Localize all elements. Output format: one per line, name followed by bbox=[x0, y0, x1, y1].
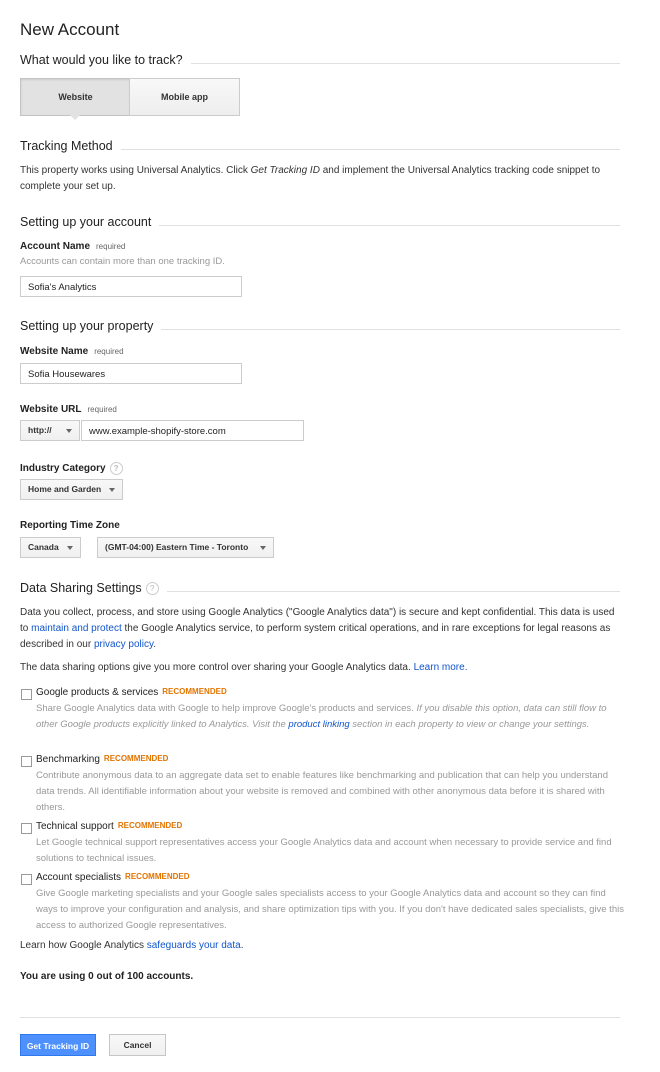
required-tag: required bbox=[96, 242, 126, 251]
cancel-button[interactable]: Cancel bbox=[109, 1034, 166, 1056]
data-sharing-options-intro: The data sharing options give you more control over sharing your Google Analytics data. Learn more. bbox=[20, 662, 468, 673]
google-products-title: Google products & services $^{RECOMMENDED}$ bbox=[36, 687, 227, 698]
accounts-usage-text: You are using 0 out of 100 accounts. bbox=[20, 971, 194, 982]
learn-more-link[interactable]: Learn more. bbox=[413, 662, 468, 673]
technical-support-title: Technical support $^{RECOMMENDED}$ bbox=[36, 821, 183, 832]
website-name-label: Website Name required bbox=[20, 346, 124, 357]
protocol-select[interactable]: http:// bbox=[20, 420, 80, 441]
benchmarking-checkbox[interactable] bbox=[21, 756, 32, 767]
maintain-and-protect-link[interactable]: maintain and protect bbox=[31, 623, 122, 634]
website-option-button[interactable]: Website bbox=[20, 78, 131, 116]
reporting-time-zone-label: Reporting Time Zone bbox=[20, 520, 120, 531]
website-url-input[interactable]: www.example-shopify-store.com bbox=[81, 420, 304, 441]
time-zone-select[interactable]: (GMT-04:00) Eastern Time - Toronto bbox=[97, 537, 274, 558]
google-products-checkbox[interactable] bbox=[21, 689, 32, 700]
account-specialists-title: Account specialists $^{RECOMMENDED}$ bbox=[36, 872, 190, 883]
help-icon[interactable]: ? bbox=[146, 582, 159, 595]
safeguards-link[interactable]: safeguards your data bbox=[146, 940, 241, 951]
property-section-header bbox=[20, 319, 620, 339]
benchmarking-description: Contribute anonymous data to an aggregate data set to enable features like benchmarking and publication that can help you understand data trends. All identifiable information about your website is removed and combined with other anonymous data before it is shared with others. bbox=[36, 770, 608, 813]
data-sharing-description: Data you collect, process, and store using Google Analytics ("Google Analytics data") is secure and kept confidential. This data is used to maintain and protect the Google Analytics service, to perform system critical operations, and in rare exceptions for legal reasons as described in our privacy policy. bbox=[20, 607, 615, 650]
safeguards-text: Learn how Google Analytics safeguards your data. bbox=[20, 940, 244, 951]
help-icon[interactable]: ? bbox=[110, 462, 123, 475]
page-title: New Account bbox=[20, 20, 120, 39]
account-specialists-checkbox[interactable] bbox=[21, 874, 32, 885]
tracking-method-header bbox=[20, 139, 620, 159]
account-section-title: Setting up your account bbox=[20, 215, 159, 229]
get-tracking-id-button[interactable]: Get Tracking ID bbox=[20, 1034, 96, 1056]
privacy-policy-link[interactable]: privacy policy bbox=[93, 639, 154, 650]
track-section-title: What would you like to track? bbox=[20, 53, 191, 67]
country-select[interactable]: Canada bbox=[20, 537, 81, 558]
data-sharing-title: Data Sharing Settings ? bbox=[20, 581, 167, 595]
account-section-header bbox=[20, 215, 620, 235]
website-url-label: Website URL required bbox=[20, 404, 117, 415]
recommended-badge: RECOMMENDED bbox=[162, 687, 227, 696]
industry-category-label: Industry Category ? bbox=[20, 462, 123, 475]
chevron-down-icon bbox=[260, 546, 266, 550]
footer-divider bbox=[20, 1017, 620, 1018]
selected-caret-icon bbox=[69, 114, 81, 120]
product-linking-link[interactable]: product linking bbox=[288, 719, 350, 730]
tracking-method-title: Tracking Method bbox=[20, 139, 121, 153]
tracking-method-description: This property works using Universal Analytics. Click Get Tracking ID and implement the Universal Analytics tracking code snippet to complete your set up. bbox=[20, 165, 601, 192]
track-section-header bbox=[20, 53, 620, 73]
chevron-down-icon bbox=[67, 546, 73, 550]
account-name-input[interactable]: Sofia's Analytics bbox=[20, 276, 242, 297]
google-products-description: Share Google Analytics data with Google to help improve Google's products and services. If you disable this option, data can still flow to other Google products explicitly linked to Analytics. Visit the product linking section in each property to view or change your settings. bbox=[36, 703, 607, 730]
benchmarking-title: Benchmarking $^{RECOMMENDED}$ bbox=[36, 754, 169, 765]
account-name-hint: Accounts can contain more than one tracking ID. bbox=[20, 256, 225, 267]
data-sharing-header bbox=[20, 581, 620, 601]
mobile-app-option-button[interactable]: Mobile app bbox=[129, 78, 240, 116]
technical-support-description: Let Google technical support representatives access your Google Analytics data and account when necessary to provide service and find solutions to technical issues. bbox=[36, 837, 612, 864]
chevron-down-icon bbox=[66, 429, 72, 433]
property-section-title: Setting up your property bbox=[20, 319, 161, 333]
industry-category-select[interactable]: Home and Garden bbox=[20, 479, 123, 500]
website-name-input[interactable]: Sofia Housewares bbox=[20, 363, 242, 384]
technical-support-checkbox[interactable] bbox=[21, 823, 32, 834]
account-name-label: Account Name required bbox=[20, 241, 126, 252]
chevron-down-icon bbox=[109, 488, 115, 492]
account-specialists-description: Give Google marketing specialists and your Google sales specialists access to your Google Analytics data and account so they can find ways to improve your configuration and analysis, and share optimization tips with you. If you don't have dedicated sales specialists, give this access to authorized Google representatives. bbox=[36, 888, 624, 931]
